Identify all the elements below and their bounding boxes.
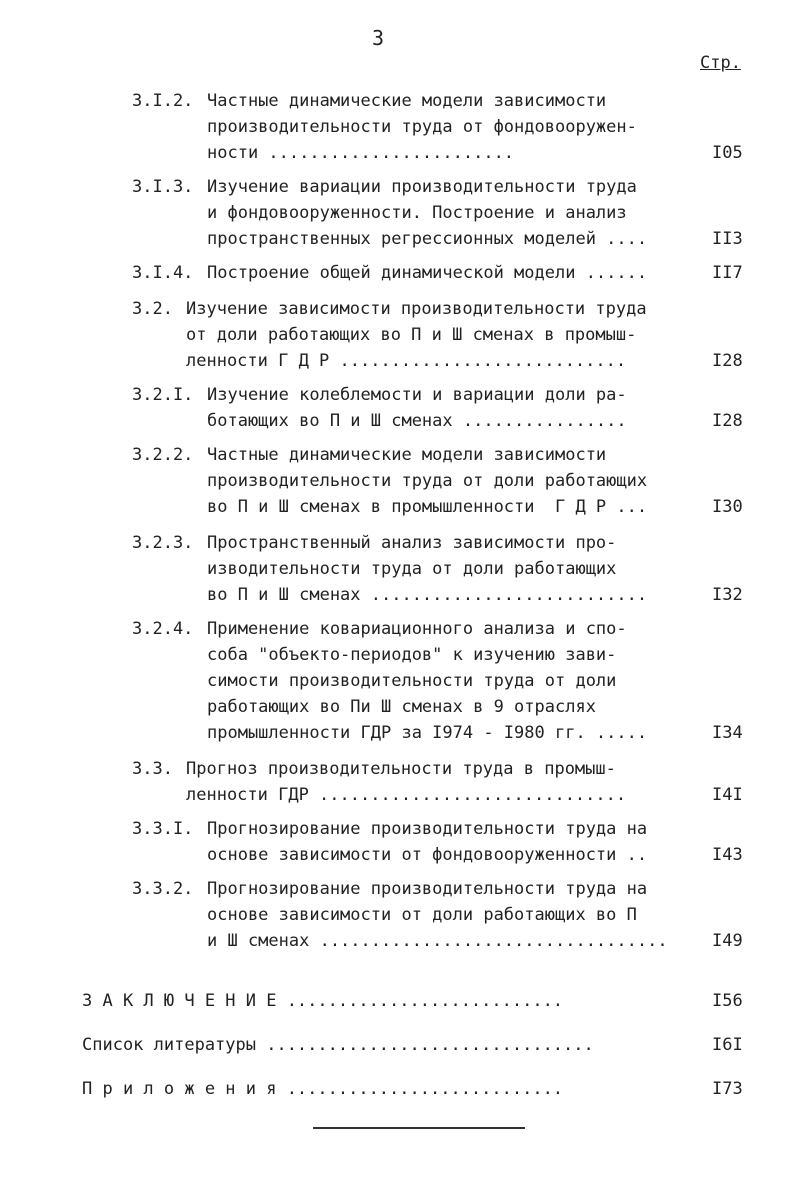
toc-entry-line: производительности труда от доли работающих — [207, 471, 648, 491]
toc-entry-title — [207, 442, 647, 520]
toc-entry-line: Прогнозирование производительности труда на — [207, 819, 648, 839]
toc-entry-line: Прогнозирование производительности труда на — [207, 879, 648, 899]
toc-entry-page: I49 — [712, 931, 743, 951]
toc-entry-line: пространственных регрессионных моделей .... — [207, 229, 648, 249]
end-rule — [313, 1127, 525, 1129]
toc-entry-title — [186, 756, 626, 808]
toc-entry-line: во П и Ш сменах в промышленности Г Д Р ... — [207, 497, 648, 517]
back-matter-title: З А К Л Ю Ч Е Н И Е ........................... — [82, 991, 564, 1011]
toc-entry-line: ности ........................ — [207, 143, 515, 163]
toc-entry-number: 3.3. — [132, 759, 173, 779]
toc-entry-number: 3.2.3. — [132, 533, 194, 553]
toc-entry-page: I34 — [712, 723, 743, 743]
toc-entry-line: изводительности труда от доли работающих — [207, 559, 617, 579]
toc-entry-number: 3.I.3. — [132, 177, 194, 197]
toc-entry-line: основе зависимости от фондовооруженности .. — [207, 845, 648, 865]
toc-entry-line: работающих во Пи Ш сменах в 9 отраслях — [207, 697, 596, 717]
toc-entry-title — [207, 260, 647, 286]
toc-entry-line: Изучение колеблемости и вариации доли ра- — [207, 385, 627, 405]
toc-entry-title — [207, 616, 647, 746]
toc-entry-line: от доли работающих во П и Ш сменах в промыш- — [186, 325, 637, 345]
toc-entry-number: 3.3.I. — [132, 819, 194, 839]
toc-entry-title — [207, 88, 637, 166]
toc-entry-line: соба "объекто-периодов" к изучению зави- — [207, 645, 617, 665]
toc-entry-number: 3.2.2. — [132, 445, 194, 465]
toc-entry-title — [207, 174, 647, 252]
toc-entry-number: 3.2. — [132, 299, 173, 319]
toc-entry-title — [186, 296, 647, 374]
toc-entry-title — [207, 816, 647, 868]
toc-entry-title — [207, 382, 627, 434]
toc-entry-number: 3.2.I. — [132, 385, 194, 405]
toc-entry-number: 3.2.4. — [132, 619, 194, 639]
toc-entry-line: Частные динамические модели зависимости — [207, 91, 607, 111]
toc-entry-page: II7 — [712, 263, 743, 283]
toc-entry-line: во П и Ш сменах ........................... — [207, 585, 648, 605]
toc-entry-line: ленности ГДР .............................. — [186, 785, 627, 805]
toc-entry-line: Применение ковариационного анализа и спо- — [207, 619, 627, 639]
page-column-label: Стр. — [700, 53, 741, 73]
toc-entry-number: 3.I.4. — [132, 263, 194, 283]
toc-entry-line: ботающих во П и Ш сменах ................ — [207, 411, 627, 431]
toc-entry-title — [207, 876, 668, 954]
back-matter-page: I56 — [712, 991, 743, 1011]
toc-entry-number: 3.3.2. — [132, 879, 194, 899]
toc-entry-line: Построение общей динамической модели ...... — [207, 263, 648, 283]
toc-entry-page: I30 — [712, 497, 743, 517]
back-matter-title: Список литературы ................................ — [82, 1035, 594, 1055]
toc-entry-page: I28 — [712, 411, 743, 431]
toc-entry-line: производительности труда от фондовооружен- — [207, 117, 637, 137]
toc-entry-line: Пространственный анализ зависимости про- — [207, 533, 617, 553]
back-matter-page: I73 — [712, 1079, 743, 1099]
toc-entry-page: II3 — [712, 229, 743, 249]
toc-entry-page: I32 — [712, 585, 743, 605]
toc-entry-number: 3.I.2. — [132, 91, 194, 111]
toc-entry-line: и фондовооруженности. Построение и анализ — [207, 203, 627, 223]
toc-entry-page: I05 — [712, 143, 743, 163]
toc-entry-line: Прогноз производительности труда в промыш- — [186, 759, 616, 779]
toc-entry-line: и Ш сменах .................................. — [207, 931, 668, 951]
page-number: 3 — [372, 26, 385, 50]
toc-entry-line: Изучение вариации производительности труда — [207, 177, 637, 197]
toc-entry-page: I28 — [712, 351, 743, 371]
toc-entry-line: Частные динамические модели зависимости — [207, 445, 607, 465]
toc-entry-line: промышленности ГДР за I974 - I980 гг. ..... — [207, 723, 648, 743]
back-matter-title: П р и л о ж е н и я ........................... — [82, 1079, 564, 1099]
toc-entry-line: ленности Г Д Р ............................ — [186, 351, 627, 371]
toc-entry-title — [207, 530, 647, 608]
toc-entry-line: симости производительности труда от доли — [207, 671, 617, 691]
toc-entry-page: I4I — [712, 785, 743, 805]
toc-entry-line: Изучение зависимости производительности труда — [186, 299, 647, 319]
toc-entry-line: основе зависимости от доли работающих во П — [207, 905, 637, 925]
back-matter-page: I6I — [712, 1035, 743, 1055]
toc-entry-page: I43 — [712, 845, 743, 865]
